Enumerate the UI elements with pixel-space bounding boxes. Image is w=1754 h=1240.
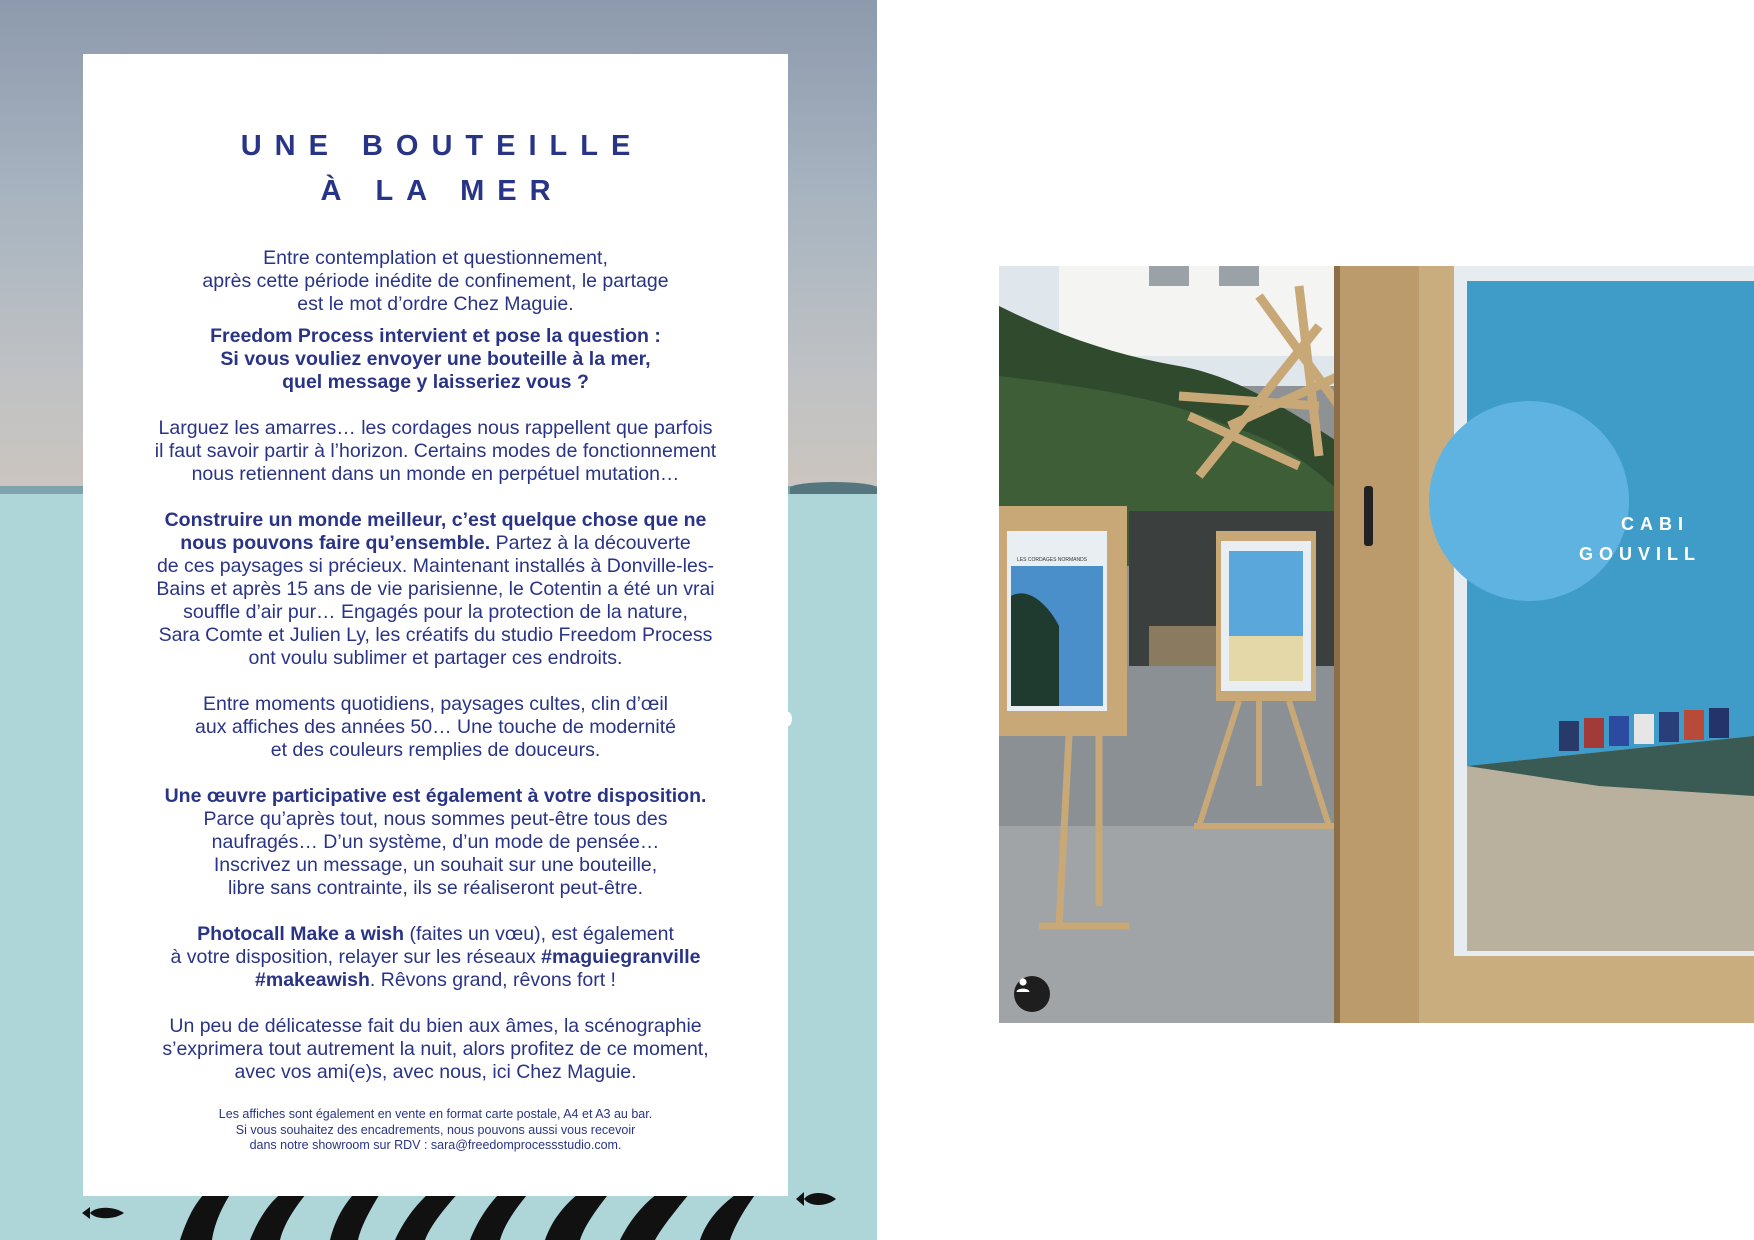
user-icon: [1014, 976, 1032, 994]
hashtag-maguiegranville: #maguiegranville: [541, 946, 701, 968]
oeuvre-paragraph: Une œuvre participative est également à votre disposition. Parce qu’après tout, nous sommes peut-être tous des naufragés… D’un système, d’un mode de pensée… Inscrivez un message, un souhait sur une bouteille, libre sans contrainte, ils se réaliseront peut-être.: [164, 785, 707, 899]
sign-text-line1: CABI: [1621, 514, 1689, 534]
construire-paragraph: Construire un monde meilleur, c’est quelque chose que ne nous pouvons faire qu’ensemble. Partez à la découverte de ces paysages si précieux. Maintenant installés à Donville-les- Bains et après 15 ans de vie parisienne, le Cotentin a été un vrai souffle d’air pur… Engagés pour la protection de la nature, Sara Comte et Julien Ly, les créatifs du studio Freedom Process ont voulu sublimer et partager ces endroits.: [156, 509, 715, 669]
small-poster-label: LES CORDAGES NORMANDS: [1017, 557, 1088, 563]
delicatesse-paragraph: Un peu de délicatesse fait du bien aux âmes, la scénographie s’exprimera tout autrement la nuit, alors profitez de ce moment, avec vos ami(e)s, avec nous, ici Chez Maguie.: [162, 1015, 709, 1083]
fish-icon: [82, 1206, 124, 1220]
hashtag-makeawish: #makeawish: [255, 969, 370, 991]
poster-body: [83, 247, 788, 1084]
poster-footer-note: Les affiches sont également en vente en format carte postale, A4 et A3 au bar. Si vous souhaitez des encadrements, nous pouvons aussi vous recevoir dans notre showroom sur RDV : sara@freedomprocessstudio.com.: [218, 1107, 653, 1152]
island-silhouette: [790, 482, 877, 494]
amarres-paragraph: Larguez les amarres… les cordages nous rappellent que parfois il faut savoir partir à l’horizon. Certains modes de fonctionnement nous retiennent dans un monde en perpétuel mutation…: [154, 417, 717, 485]
poster-text-card: [83, 54, 788, 1196]
question-paragraph: Freedom Process intervient et pose la question : Si vous vouliez envoyer une bouteille à la mer, quel message y laisseriez vous ?: [210, 325, 661, 393]
moments-paragraph: Entre moments quotidiens, paysages cultes, clin d’œil aux affiches des années 50… Une touche de modernité et des couleurs remplies de douceurs.: [195, 693, 676, 761]
user-profile-button[interactable]: [1014, 976, 1050, 1012]
poster-title: [83, 124, 788, 214]
exhibition-photo: [999, 266, 1754, 1023]
fish-icon: [796, 1190, 836, 1208]
sign-text-line2: GOUVILL: [1579, 544, 1701, 564]
photocall-paragraph: Photocall Make a wish (faites un vœu), est également à votre disposition, relayer sur les réseaux #maguiegranville #makeawish. Rêvons grand, rêvons fort !: [170, 923, 701, 991]
intro-paragraph: Entre contemplation et questionnement, après cette période inédite de confinement, le partage est le mot d’ordre Chez Maguie.: [202, 247, 669, 315]
poster-title-line1: UNE BOUTEILLE: [240, 130, 644, 162]
exhibition-scene: [999, 266, 1754, 1023]
poster-title-line2: À LA MER: [320, 175, 564, 207]
